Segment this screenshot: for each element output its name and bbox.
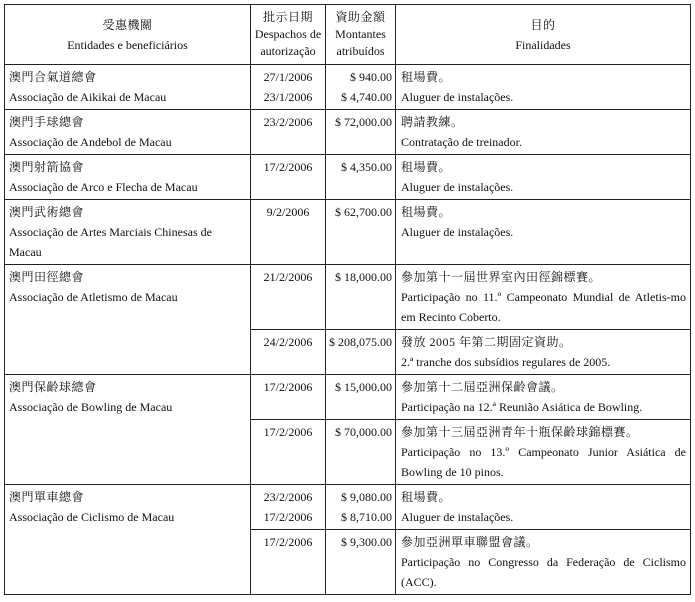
amount-value: $ 62,700.00 [335,205,392,219]
table-row [5,155,691,200]
header-dates-zh: 批示日期 [262,10,313,24]
purpose-pt: Participação no 13.º Campeonato Junior Asiática de Bowling de 10 pinos. [401,445,686,479]
table-row [5,110,691,155]
header-purpose-pt: Finalidades [515,37,571,52]
purpose-pt: 2.ª tranche dos subsídios regulares de 2005. [401,355,611,369]
amount-cell [326,375,396,420]
table-row [5,375,691,420]
date-cell [251,375,326,420]
amount-cell [326,200,396,265]
purpose-zh: 租場費。 [401,205,452,219]
header-amounts [326,5,396,65]
date-cell [251,530,326,595]
amount-cell [326,65,396,110]
entity-zh: 澳門田徑總會 [9,270,85,284]
entity-pt: Associação de Artes Marciais Chinesas de Macau [9,225,212,259]
purpose-cell [396,485,691,530]
date-value: 24/2/2006 [263,335,313,349]
amount-value: $ 4,740.00 [341,90,392,104]
entity-pt: Associação de Bowling de Macau [9,400,173,414]
amount-cell [326,110,396,155]
entity-cell [5,65,251,110]
subsidy-table [4,4,691,595]
date-cell [251,65,326,110]
amount-value: $ 8,710.00 [341,510,392,524]
header-entities-zh: 受惠機關 [102,17,153,32]
purpose-cell [396,65,691,110]
date-value: 17/2/2006 [263,380,313,394]
header-purpose [396,5,691,65]
header-dates [251,5,326,65]
amount-cell [326,420,396,485]
table-row [5,485,691,530]
date-value: 17/2/2006 [263,425,313,439]
amount-value: $ 208,075.00 [329,335,392,349]
amount-value: $ 9,300.00 [341,535,392,549]
purpose-cell [396,420,691,485]
purpose-zh: 租場費。 [401,490,452,504]
purpose-zh: 租場費。 [401,70,452,84]
header-dates-pt2: autorização [260,44,316,58]
purpose-cell [396,530,691,595]
table-header-row [5,5,691,65]
amount-cell [326,265,396,330]
date-value: 23/2/2006 [263,490,313,504]
date-value: 17/2/2006 [263,160,313,174]
entity-cell [5,200,251,265]
amount-cell [326,330,396,375]
date-value: 23/1/2006 [263,90,313,104]
date-value: 21/2/2006 [263,270,313,284]
date-cell [251,110,326,155]
date-value: 17/2/2006 [263,535,313,549]
purpose-zh: 參加第十二屆亞洲保齡會議。 [401,380,564,394]
amount-cell [326,485,396,530]
purpose-cell [396,265,691,330]
date-value: 27/1/2006 [263,70,313,84]
date-cell [251,200,326,265]
date-value: 17/2/2006 [263,510,313,524]
purpose-pt: Participação no 11.º Campeonato Mundial de Atletis-mo em Recinto Coberto. [401,290,686,324]
date-cell [251,155,326,200]
purpose-cell [396,200,691,265]
entity-cell [5,375,251,485]
purpose-cell [396,155,691,200]
entity-cell [5,155,251,200]
entity-zh: 澳門單車總會 [9,490,85,504]
table-row [5,200,691,265]
purpose-pt: Aluguer de instalações. [401,225,514,239]
header-entities [5,5,251,65]
entity-cell [5,265,251,375]
date-value: 9/2/2006 [266,205,310,219]
purpose-zh: 發放 2005 年第二期固定資助。 [401,335,572,349]
purpose-cell [396,330,691,375]
amount-value: $ 15,000.00 [335,380,392,394]
purpose-cell [396,375,691,420]
header-amounts-pt1: Montantes [335,27,386,41]
amount-value: $ 9,080.00 [341,490,392,504]
header-amounts-pt2: atribuídos [336,44,385,58]
purpose-zh: 租場費。 [401,160,452,174]
header-entities-pt: Entidades e beneficiários [67,37,188,52]
header-amounts-zh: 資助金額 [335,10,386,24]
document-page [4,4,690,595]
purpose-zh: 聘請教練。 [401,115,464,129]
amount-cell [326,530,396,595]
purpose-pt: Participação no Congresso da Federação de Ciclismo (ACC). [401,555,686,589]
entity-pt: Associação de Atletismo de Macau [9,290,178,304]
purpose-pt: Contratação de treinador. [401,135,522,149]
entity-pt: Associação de Aikikai de Macau [9,90,167,104]
entity-pt: Associação de Andebol de Macau [9,135,172,149]
amount-value: $ 18,000.00 [335,270,392,284]
header-dates-pt1: Despachos de [254,27,322,41]
purpose-pt: Aluguer de instalações. [401,90,514,104]
purpose-zh: 參加第十一屆世界室內田徑錦標賽。 [401,270,602,284]
entity-cell [5,110,251,155]
entity-zh: 澳門合氣道總會 [9,70,97,84]
entity-zh: 澳門射箭協會 [9,160,85,174]
purpose-pt: Participação na 12.ª Reunião Asiática de Bowling. [401,400,643,414]
date-cell [251,485,326,530]
entity-zh: 澳門手球總會 [9,115,85,129]
date-value: 23/2/2006 [263,115,313,129]
amount-cell [326,155,396,200]
purpose-zh: 參加亞洲單車聯盟會議。 [401,535,539,549]
date-cell [251,420,326,485]
table-row [5,65,691,110]
date-cell [251,330,326,375]
entity-zh: 澳門武術總會 [9,205,85,219]
table-row [5,265,691,330]
entity-cell [5,485,251,595]
amount-value: $ 70,000.00 [335,425,392,439]
purpose-pt: Aluguer de instalações. [401,510,514,524]
purpose-zh: 參加第十三屆亞洲青年十瓶保齡球錦標賽。 [401,425,639,439]
amount-value: $ 940.00 [350,70,392,84]
date-cell [251,265,326,330]
header-purpose-zh: 目的 [530,17,556,32]
entity-zh: 澳門保齡球總會 [9,380,97,394]
purpose-cell [396,110,691,155]
amount-value: $ 72,000.00 [335,115,392,129]
amount-value: $ 4,350.00 [341,160,392,174]
purpose-pt: Aluguer de instalações. [401,180,514,194]
entity-pt: Associação de Arco e Flecha de Macau [9,180,198,194]
entity-pt: Associação de Ciclismo de Macau [9,510,175,524]
